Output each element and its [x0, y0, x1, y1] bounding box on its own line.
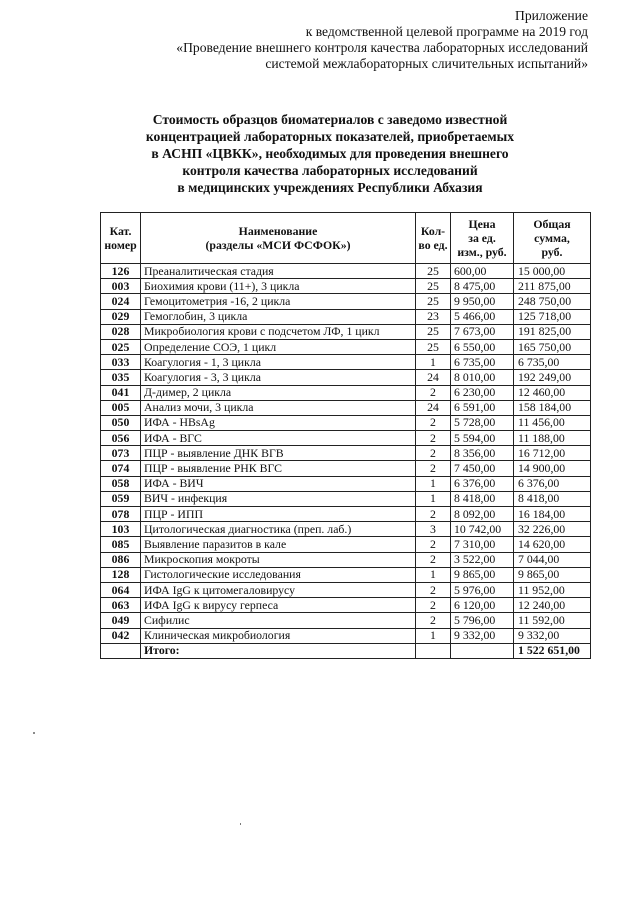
- cell-name: Микробиология крови с подсчетом ЛФ, 1 цикл: [141, 324, 416, 339]
- cell-sum: 158 184,00: [514, 400, 591, 415]
- header-code-line2: номер: [104, 238, 137, 252]
- cell-price: 5 796,00: [451, 613, 514, 628]
- cell-price: 9 332,00: [451, 628, 514, 643]
- cell-qty: 2: [416, 431, 451, 446]
- cell-sum: 12 460,00: [514, 385, 591, 400]
- table-row: [101, 491, 591, 506]
- cell-sum: 6 376,00: [514, 476, 591, 491]
- cell-name: ИФА - ВИЧ: [141, 476, 416, 491]
- table-header-row: [101, 213, 591, 264]
- cell-code: 029: [101, 309, 141, 324]
- header-price-line3: изм., руб.: [457, 245, 507, 259]
- cell-sum: 7 044,00: [514, 552, 591, 567]
- scan-speck: [240, 823, 241, 825]
- header-qty: [416, 213, 451, 264]
- cell-name: Гистологические исследования: [141, 567, 416, 582]
- cell-name: Д-димер, 2 цикла: [141, 385, 416, 400]
- total-value: 1 522 651,00: [514, 643, 591, 658]
- cell-sum: 12 240,00: [514, 598, 591, 613]
- cell-code: 024: [101, 294, 141, 309]
- cell-code: 059: [101, 491, 141, 506]
- cell-qty: 2: [416, 537, 451, 552]
- cell-sum: 14 620,00: [514, 537, 591, 552]
- cell-code: 103: [101, 522, 141, 537]
- cell-code: 050: [101, 415, 141, 430]
- cell-name: ВИЧ - инфекция: [141, 491, 416, 506]
- cell-name: Определение СОЭ, 1 цикл: [141, 339, 416, 354]
- cell-price: 6 120,00: [451, 598, 514, 613]
- cell-qty: 1: [416, 567, 451, 582]
- cell-price: 5 976,00: [451, 582, 514, 597]
- cell-price: 6 591,00: [451, 400, 514, 415]
- cell-sum: 191 825,00: [514, 324, 591, 339]
- table-row: [101, 507, 591, 522]
- table-row: [101, 598, 591, 613]
- cell-name: Преаналитическая стадия: [141, 264, 416, 279]
- cell-name: Цитологическая диагностика (преп. лаб.): [141, 522, 416, 537]
- cell-code: 035: [101, 370, 141, 385]
- cell-name: Сифилис: [141, 613, 416, 628]
- table-row: [101, 476, 591, 491]
- cell-sum: 11 592,00: [514, 613, 591, 628]
- cell-qty: 2: [416, 507, 451, 522]
- table-row: [101, 461, 591, 476]
- title-line: в АСНП «ЦВКК», необходимых для проведения внешнего: [151, 146, 509, 161]
- cell-code: 086: [101, 552, 141, 567]
- cell-code: 078: [101, 507, 141, 522]
- cell-qty: 3: [416, 522, 451, 537]
- header-name-line2: (разделы «МСИ ФСФОК»): [205, 238, 351, 252]
- cell-price: 5 728,00: [451, 415, 514, 430]
- cell-qty: 2: [416, 552, 451, 567]
- cell-sum: 11 952,00: [514, 582, 591, 597]
- cell-price: 5 466,00: [451, 309, 514, 324]
- appendix-line: «Проведение внешнего контроля качества лабораторных исследований: [176, 40, 588, 55]
- cell-qty: 1: [416, 476, 451, 491]
- table-row: [101, 370, 591, 385]
- cell-price: 6 230,00: [451, 385, 514, 400]
- cell-price: 600,00: [451, 264, 514, 279]
- document-title: [100, 111, 560, 196]
- cell-sum: 14 900,00: [514, 461, 591, 476]
- cell-qty: 2: [416, 598, 451, 613]
- cell-code: 003: [101, 279, 141, 294]
- header-name-line1: Наименование: [238, 224, 318, 238]
- cell-code: 126: [101, 264, 141, 279]
- cell-sum: 125 718,00: [514, 309, 591, 324]
- title-line: Стоимость образцов биоматериалов с заведомо известной: [152, 112, 508, 127]
- cell-price: 6 376,00: [451, 476, 514, 491]
- cell-sum: 6 735,00: [514, 355, 591, 370]
- table-row: [101, 522, 591, 537]
- table-row: [101, 628, 591, 643]
- cell-name: ИФА - HBsAg: [141, 415, 416, 430]
- cell-code: 033: [101, 355, 141, 370]
- cell-name: Выявление паразитов в кале: [141, 537, 416, 552]
- cell-name: ИФА IgG к цитомегаловирусу: [141, 582, 416, 597]
- cell-qty: 2: [416, 461, 451, 476]
- header-name: [141, 213, 416, 264]
- cell-price: 7 310,00: [451, 537, 514, 552]
- title-line: концентрацией лабораторных показателей, приобретаемых: [145, 129, 515, 144]
- cell-name: Гемоцитометрия -16, 2 цикла: [141, 294, 416, 309]
- table-body: [101, 264, 591, 659]
- cell-code: 058: [101, 476, 141, 491]
- cell-sum: 248 750,00: [514, 294, 591, 309]
- table-row: [101, 415, 591, 430]
- total-empty-cell: [416, 643, 451, 658]
- appendix-line: системой межлабораторных сличительных испытаний»: [265, 56, 588, 71]
- total-label: Итого:: [141, 643, 416, 658]
- title-line: контроля качества лабораторных исследований: [182, 163, 478, 178]
- appendix-line: Приложение: [515, 8, 588, 23]
- appendix-header: [176, 8, 588, 72]
- cell-name: Коагулогия - 3, 3 цикла: [141, 370, 416, 385]
- table-row: [101, 339, 591, 354]
- cell-qty: 2: [416, 415, 451, 430]
- table-row: [101, 385, 591, 400]
- cell-price: 8 092,00: [451, 507, 514, 522]
- cell-qty: 2: [416, 385, 451, 400]
- cell-name: Биохимия крови (11+), 3 цикла: [141, 279, 416, 294]
- cell-code: 049: [101, 613, 141, 628]
- cell-price: 3 522,00: [451, 552, 514, 567]
- cell-qty: 25: [416, 294, 451, 309]
- table-row: [101, 567, 591, 582]
- header-code-line1: Кат.: [109, 224, 132, 238]
- cell-code: 041: [101, 385, 141, 400]
- cell-price: 8 475,00: [451, 279, 514, 294]
- cell-code: 128: [101, 567, 141, 582]
- cell-sum: 211 875,00: [514, 279, 591, 294]
- cell-price: 7 673,00: [451, 324, 514, 339]
- cell-sum: 16 712,00: [514, 446, 591, 461]
- table-row: [101, 613, 591, 628]
- header-sum-line1: Общая: [533, 217, 571, 231]
- header-sum: [514, 213, 591, 264]
- cell-name: Коагулогия - 1, 3 цикла: [141, 355, 416, 370]
- table-row: [101, 309, 591, 324]
- cell-qty: 1: [416, 628, 451, 643]
- cell-code: 074: [101, 461, 141, 476]
- cell-price: 5 594,00: [451, 431, 514, 446]
- cell-price: 6 735,00: [451, 355, 514, 370]
- table-row: [101, 582, 591, 597]
- cell-qty: 1: [416, 491, 451, 506]
- cell-code: 028: [101, 324, 141, 339]
- table-row: [101, 294, 591, 309]
- cell-name: ПЦР - ИПП: [141, 507, 416, 522]
- cell-sum: 165 750,00: [514, 339, 591, 354]
- cell-name: ИФА - ВГС: [141, 431, 416, 446]
- table-row: [101, 431, 591, 446]
- table-row: [101, 279, 591, 294]
- cell-price: 9 950,00: [451, 294, 514, 309]
- cell-code: 073: [101, 446, 141, 461]
- header-qty-line1: Кол-: [420, 224, 446, 238]
- cell-sum: 8 418,00: [514, 491, 591, 506]
- cell-qty: 24: [416, 370, 451, 385]
- cell-name: Клиническая микробиология: [141, 628, 416, 643]
- header-price-line1: Цена: [468, 217, 496, 231]
- cell-qty: 1: [416, 355, 451, 370]
- cell-price: 6 550,00: [451, 339, 514, 354]
- table-row: [101, 446, 591, 461]
- cell-sum: 9 332,00: [514, 628, 591, 643]
- cell-code: 064: [101, 582, 141, 597]
- cell-qty: 25: [416, 339, 451, 354]
- cell-name: ПЦР - выявление ДНК ВГВ: [141, 446, 416, 461]
- header-code: [101, 213, 141, 264]
- cell-code: 063: [101, 598, 141, 613]
- table-row: [101, 355, 591, 370]
- cell-sum: 11 188,00: [514, 431, 591, 446]
- cell-code: 025: [101, 339, 141, 354]
- cell-sum: 11 456,00: [514, 415, 591, 430]
- cell-sum: 9 865,00: [514, 567, 591, 582]
- total-row: [101, 643, 591, 658]
- cell-code: 056: [101, 431, 141, 446]
- cell-code: 085: [101, 537, 141, 552]
- header-price: [451, 213, 514, 264]
- header-price-line2: за ед.: [468, 231, 496, 245]
- table-row: [101, 537, 591, 552]
- cell-price: 8 356,00: [451, 446, 514, 461]
- appendix-line: к ведомственной целевой программе на 2019 год: [305, 24, 588, 39]
- table-row: [101, 552, 591, 567]
- price-table: [100, 212, 591, 659]
- cell-sum: 192 249,00: [514, 370, 591, 385]
- cell-price: 7 450,00: [451, 461, 514, 476]
- cell-qty: 24: [416, 400, 451, 415]
- cell-qty: 25: [416, 324, 451, 339]
- cell-name: Анализ мочи, 3 цикла: [141, 400, 416, 415]
- cell-sum: 15 000,00: [514, 264, 591, 279]
- cell-sum: 32 226,00: [514, 522, 591, 537]
- cell-qty: 23: [416, 309, 451, 324]
- cell-code: 042: [101, 628, 141, 643]
- scan-speck: [33, 732, 35, 734]
- cell-price: 10 742,00: [451, 522, 514, 537]
- header-qty-line2: во ед.: [418, 238, 448, 252]
- cell-price: 8 010,00: [451, 370, 514, 385]
- title-line: в медицинских учреждениях Республики Абхазия: [177, 180, 483, 195]
- header-sum-line2: сумма,: [534, 231, 570, 245]
- cell-name: Гемоглобин, 3 цикла: [141, 309, 416, 324]
- cell-name: ПЦР - выявление РНК ВГС: [141, 461, 416, 476]
- table-row: [101, 324, 591, 339]
- cell-code: 005: [101, 400, 141, 415]
- table-row: [101, 264, 591, 279]
- cell-name: Микроскопия мокроты: [141, 552, 416, 567]
- cell-price: 8 418,00: [451, 491, 514, 506]
- cell-qty: 25: [416, 264, 451, 279]
- table-row: [101, 400, 591, 415]
- cell-qty: 2: [416, 613, 451, 628]
- cell-qty: 2: [416, 582, 451, 597]
- cell-qty: 2: [416, 446, 451, 461]
- cell-price: 9 865,00: [451, 567, 514, 582]
- cell-qty: 25: [416, 279, 451, 294]
- header-sum-line3: руб.: [541, 245, 563, 259]
- cell-name: ИФА IgG к вирусу герпеса: [141, 598, 416, 613]
- cell-sum: 16 184,00: [514, 507, 591, 522]
- total-empty-cell: [451, 643, 514, 658]
- total-empty-cell: [101, 643, 141, 658]
